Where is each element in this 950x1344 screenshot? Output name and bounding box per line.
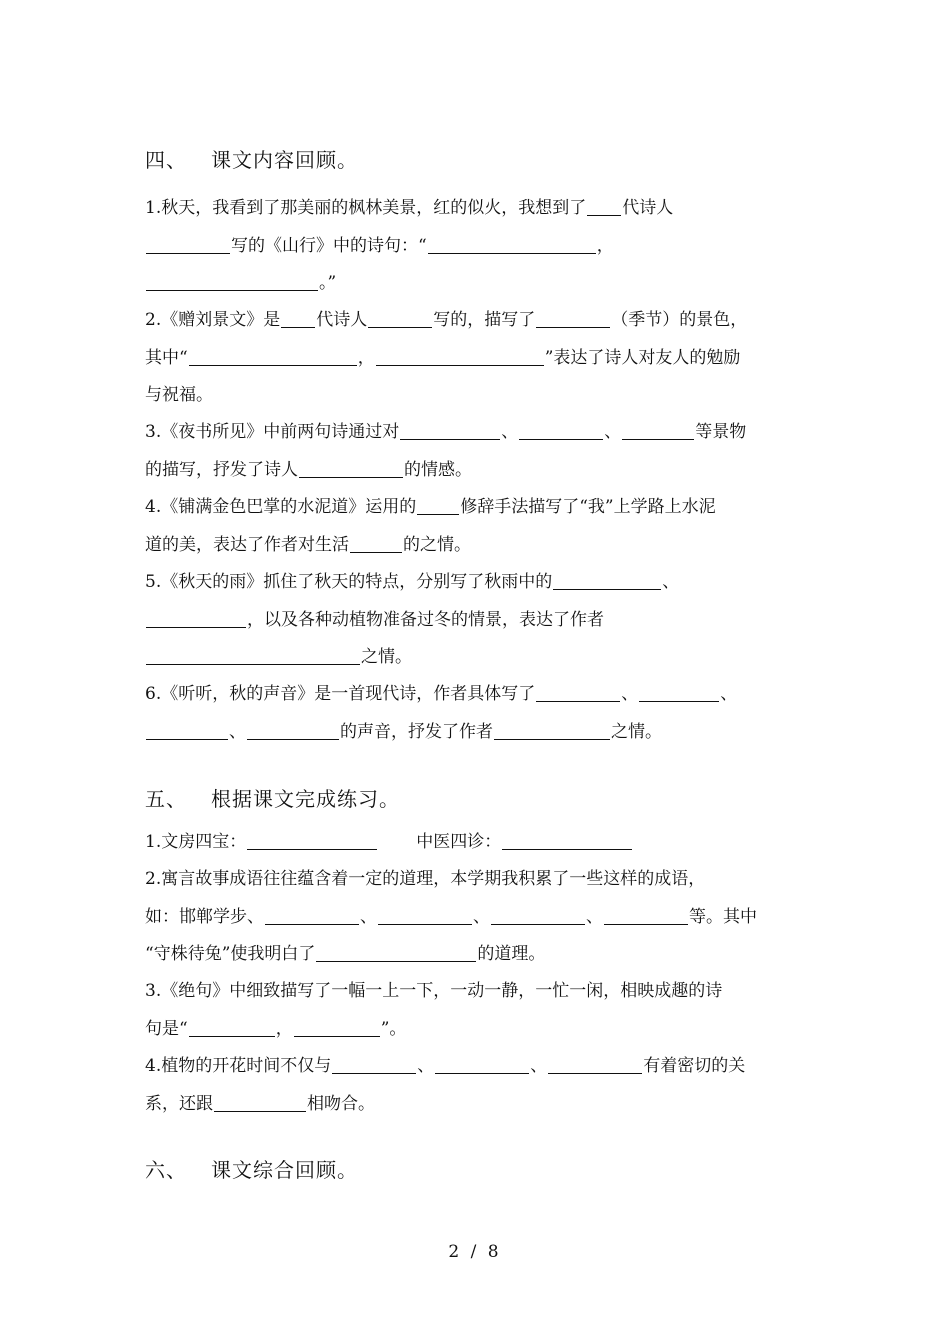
question-5-4: 4.植物的开花时间不仅与 、 、 有着密切的关 系，还跟 相吻合。	[145, 1056, 746, 1114]
answer-blank[interactable]	[639, 700, 719, 702]
answer-blank[interactable]	[536, 326, 610, 328]
section-number: 五、	[145, 787, 187, 811]
answer-blank[interactable]	[548, 1072, 642, 1074]
answer-blank[interactable]	[604, 923, 688, 925]
section-heading-5	[145, 789, 400, 809]
question-4-5: 5.《秋天的雨》抓住了秋天的特点，分别写了秋雨中的 、 ，以及各种动植物准备过冬的情景，表达了作者 之情。	[145, 572, 680, 667]
answer-blank[interactable]	[400, 438, 500, 440]
answer-blank[interactable]	[368, 326, 432, 328]
question-5-3: 3.《绝句》中细致描写了一幅一上一下，一动一静，一忙一闲，相映成趣的诗 句是“ ， ”。	[145, 981, 723, 1039]
answer-blank[interactable]	[189, 1035, 275, 1037]
section-number: 四、	[145, 148, 187, 172]
answer-blank[interactable]	[299, 476, 403, 478]
answer-blank[interactable]	[378, 923, 472, 925]
answer-blank[interactable]	[428, 252, 596, 254]
section-heading-6	[145, 1160, 358, 1180]
section-title: 课文内容回顾。	[211, 148, 358, 172]
question-4-1: 1.秋天，我看到了那美丽的枫林美景，红的似火，我想到了 代诗人 写的《山行》中的诗句：“ ， 。”	[145, 198, 674, 293]
question-4-3: 3.《夜书所见》中前两句诗通过对 、 、 等景物 的描写，抒发了诗人 的情感。	[145, 422, 747, 480]
section-heading-4	[145, 150, 358, 170]
answer-blank[interactable]	[265, 923, 359, 925]
answer-blank[interactable]	[146, 738, 228, 740]
answer-blank[interactable]	[247, 738, 339, 740]
answer-blank[interactable]	[332, 1072, 416, 1074]
answer-blank[interactable]	[146, 663, 360, 665]
answer-blank[interactable]	[435, 1072, 529, 1074]
question-5-1: 1.文房四宝： 中医四诊：	[145, 824, 810, 862]
answer-blank[interactable]	[214, 1110, 306, 1112]
answer-blank[interactable]	[316, 960, 476, 962]
answer-blank[interactable]	[519, 438, 603, 440]
question-4-2: 2.《赠刘景文》是 代诗人 写的，描写了 （季节）的景色， 其中“ ， ”表达了诗人对友人的勉励 与祝福。	[145, 310, 748, 405]
page-number: 2 / 8	[448, 1242, 502, 1262]
answer-blank[interactable]	[502, 848, 632, 850]
answer-blank[interactable]	[587, 214, 621, 216]
question-4-4: 4.《铺满金色巴掌的水泥道》运用的 修辞手法描写了“我”上学路上水泥 道的美，表达了作者对生活 的之情。	[145, 497, 716, 555]
answer-blank[interactable]	[491, 923, 585, 925]
answer-blank[interactable]	[536, 700, 620, 702]
answer-blank[interactable]	[294, 1035, 380, 1037]
section-title: 根据课文完成练习。	[211, 787, 400, 811]
answer-blank[interactable]	[189, 364, 357, 366]
question-4-6: 6.《听听，秋的声音》是一首现代诗，作者具体写了 、 、 、 的声音，抒发了作者 之情。	[145, 684, 738, 742]
answer-blank[interactable]	[247, 848, 377, 850]
answer-blank[interactable]	[553, 588, 661, 590]
answer-blank[interactable]	[146, 252, 230, 254]
answer-blank[interactable]	[146, 289, 318, 291]
answer-blank[interactable]	[622, 438, 694, 440]
answer-blank[interactable]	[417, 513, 459, 515]
answer-blank[interactable]	[146, 626, 246, 628]
answer-blank[interactable]	[494, 738, 610, 740]
section-title: 课文综合回顾。	[211, 1158, 358, 1182]
answer-blank[interactable]	[350, 551, 402, 553]
answer-blank[interactable]	[376, 364, 544, 366]
question-5-2: 2.寓言故事成语往往蕴含着一定的道理，本学期我积累了一些这样的成语， 如：邯郸学步、 、 、 、 等。其中 “守株待兔”使我明白了 的道理。	[145, 869, 757, 964]
section-number: 六、	[145, 1158, 187, 1182]
answer-blank[interactable]	[281, 326, 315, 328]
